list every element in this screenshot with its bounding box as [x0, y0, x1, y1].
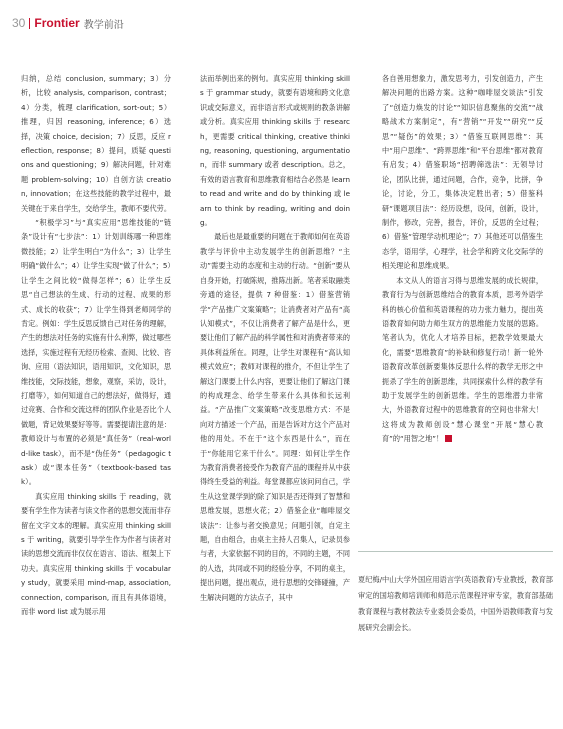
paragraph: 归纳，总结 conclusion, summary；3）分析，比较 analysis, comparison, contrast；4）分类，梳理 clarification, sort-out；5）推理，归因 reasoning, inference；6）选择，决策 choice, decision；7）反思，反应 reflection, response；8）提问，质疑 questions and questioning；9）解决问题，针对难题 problem-solving；10）自创方法 creation, innovation；在这些技能的教学过程中，最关键在于来自学生，交给学生，教师不要代劳。 [21, 74, 171, 213]
paragraph-text: 本文从人的语言习得与思维发展的成长规律，教育行为与创新思维结合的教育本质，思考外语学科的核心价值和英语课程的功力张力魅力，提出英语教育如何助力师生双方的思维能力发展的思路。笔者认为，优化人才培养目标，把教学效果最大化，需要“思维教育”的补缺和修复行动！新一轮外语教育改革创新要集体反思什么样的教学无形之中扼杀了学生的创新思维，共同探索什么样的教学有助于发展学生的创新思维。学生的思维潜力非常大，外语教育过程中的思维教育的空间也非常大！这将成为教师创设“慧心课堂”开展“慧心教育”的“用智之地”！ [382, 275, 543, 444]
text-column-1 [21, 72, 171, 619]
section-title: 教学前沿 [83, 19, 124, 31]
header-divider [29, 18, 30, 29]
end-mark-icon [445, 435, 452, 442]
page-header [12, 14, 124, 32]
magazine-brand: Frontier [34, 16, 80, 30]
paragraph: “积极学习”与“真实应用”思维技能的“链条”设计有“七步法”：1）计划训练哪一种思维微技能；2）让学生明白“为什么”；3）让学生明确“做什么”；4）让学生实现“做了什么”；5）让学生之间比较“做得怎样”；6）让学生反思“自己想法的生成、行动的过程、成果的形式、成长的收获”；7）让学生得到老师同学的肯定。例如：学生反思反馈自己对任务的理解，产生的想法对任务的实施有什么利弊，做过哪些选择，实施过程有无经历检索、查阅、比较、咨询、应用（语法知识，语用知识，文化知识，思维技能，交际技能，想象，观察，采访，设计，打磨等），如何知道自己的想法好，做得好，通过竞赛、合作和交流这样的团队作业是否比个人做题，背记效果要好等等。需要提请注意的是：教师设计与布置的必须是“真任务”（real-world-like task），而不是“伪任务”（pedagogic task）或“课本任务”（textbook-based task）。 [21, 218, 171, 487]
page-number: 30 [12, 16, 26, 30]
text-column-3 [382, 72, 543, 447]
text-column-2 [200, 72, 350, 605]
author-bio: 夏纪梅/中山大学外国应用语言学(英语教育)专业教授，教育部审定的国培教师培训师和师范示范课程评审专家，教育部基础教育课程与教材教法专业委员会委员，中国外语教师教育与发展研究会副会长。 [358, 551, 553, 636]
paragraph: 最后也是最重要的问题在于教师如何在英语教学与评价中主动发展学生的创新思维？“主动”需要主动的态度和主动的行动。“创新”要从自身开始，打破陈规，推陈出新。笔者采取融类旁通的途径，提供 7 种借鉴：1）借鉴营销学“产品推广文案策略”；让消费者对产品有“高认知模式”，不仅让消费者了解产品是什么，更要让他们了解产品的科学属性和对消费者带来的具体利益所在。同理，让学生对课程有“高认知模式效应”；教师对课程的推介，不但让学生了解这门课要上什么内容，更要让他们了解这门课的构成理念、给学生带来什么具体和长远利益。“产品推广文案策略”改变思维方式：不是向对方描述一个产品，而是告诉对方这个产品对他的用处。不在于“这个东西是什么”，而在于“你能用它来干什么”。同理：如何让学生作为教育消费者接受作为教育产品的课程并从中获得终生受益的利益。每堂课都应该问问自己，学生从这堂课学到的除了知识是否还得到了智慧和思维发展，思想火花；2）借鉴企业“咖啡屋交谈法”：让参与者交换意见；问题引领，自定主题，自由组合，由桌主主持人召集人，记录员参与者，大家依据不同的目的，不同的主题，不同的人选，共同或不同的经验分享，不同的桌主，提出问题，提出观点，进行思想的交锋碰撞，产生解决问题的方法点子，其中 [200, 232, 350, 602]
paragraph-final [382, 274, 543, 447]
paragraph: 各自善用想象力，激发思考力，引发创造力，产生解决问题的出路方案。这种“咖啡屋交谈法”引发了“创造力焕发的讨论”“知识信息聚焦的交流”“战略战术方案制定”，有“营销”“开发”“研究”“反思”“疑伤”的效果；3）“借鉴互联网思维”：其中“用户思维”、“跨界思维”和“平台思维”都对教育有启发；4）借鉴职场“招聘筛选法”：无领导讨论，团队比拼，通过问题，合作，竞争，比拼，争论，讨论，分工，集体决定胜出者；5）借鉴科研“课题项目法”：经历设想，设问，创新，设计，制作，修改，完善，报告，评价，反思的全过程；6）借鉴“管理学动机理论”；7）其他还可以借鉴生态学，语用学，心理学，社会学和跨文化交际学的相关理论和思维成果。 [382, 74, 543, 271]
paragraph: 法而举例出来的例句。真实应用 thinking skills 于 grammar study，就要有语境和跨文化意识或交际意义，而非语言形式或规则的教条讲解或分析。真实应用 thinking skills 于 research，更需要 critical thinking, creative thinking, reasoning, questioning, argumentation，而非 summary 或者 description。总之，有效的语言教育和思维教育相结合必然是 learn to read and write and do by thinking 或 learn to think by reading, writing and doing。 [200, 74, 350, 228]
paragraph: 真实应用 thinking skills 于 reading，就要有学生作为读者与读文作者的思想交流而非存留在文字文本的理解。真实应用 thinking skills 于 writing，就要引导学生作为作者与读者对读的思想交流而非仅仅在语言、语法、框架上下功夫。真实应用 thinking skills 于 vocabulary study，就要采用 mind-map, association, connection, comparison, 而且有具体语境，而非 word list 或为展示用 [21, 491, 171, 617]
